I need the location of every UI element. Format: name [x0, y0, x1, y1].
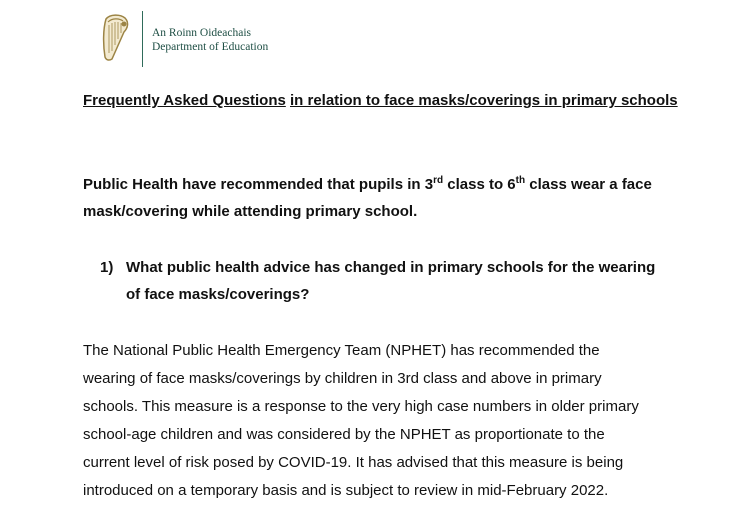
answer-line: school-age children and was considered by the NPHET as proportionate to the	[83, 426, 605, 443]
faq-question-1	[100, 254, 660, 308]
department-name-irish: An Roinn Oideachais	[152, 27, 252, 39]
title-part-2: in relation to face masks/coverings in primary schools	[290, 92, 678, 109]
intro-text-3: class wear a face mask/covering while attending primary school.	[83, 176, 652, 220]
question-number: 1)	[100, 259, 114, 276]
answer-line: wearing of face masks/coverings by children in 3rd class and above in primary	[83, 370, 602, 387]
header-divider	[142, 11, 143, 67]
harp-icon	[100, 13, 134, 63]
document-title	[83, 88, 683, 114]
intro-paragraph	[83, 171, 683, 225]
answer-line: The National Public Health Emergency Team (NPHET) has recommended the	[83, 342, 600, 359]
answer-line: current level of risk posed by COVID-19. It has advised that this measure is being	[83, 454, 624, 471]
intro-text-1: Public Health have recommended that pupils in 3	[83, 176, 434, 193]
faq-answer-1	[83, 337, 693, 505]
intro-text-2: class to 6	[443, 176, 516, 193]
ordinal-suffix-rd: rd	[433, 175, 444, 186]
department-name-english: Department of Education	[152, 41, 269, 53]
ordinal-suffix-th: th	[515, 175, 526, 186]
question-text: What public health advice has changed in primary schools for the wearing of face masks/coverings?	[126, 259, 656, 303]
department-name	[152, 26, 268, 54]
answer-line: schools. This measure is a response to the very high case numbers in older primary	[83, 398, 639, 415]
title-part-1: Frequently Asked Questions	[83, 92, 286, 109]
answer-line: introduced on a temporary basis and is subject to review in mid-February 2022.	[83, 482, 609, 499]
